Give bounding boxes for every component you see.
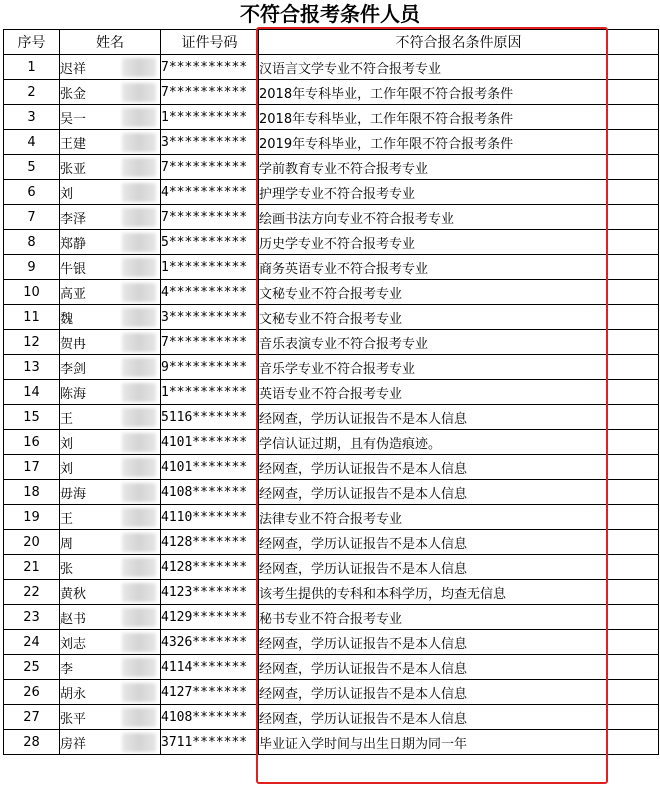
cell-name <box>60 180 161 205</box>
cell-id <box>161 205 259 230</box>
ineligible-candidates-table <box>3 29 659 755</box>
redaction-blur <box>122 658 156 677</box>
redaction-blur <box>122 233 156 252</box>
cell-id-text: 4128******* <box>161 534 248 550</box>
cell-seq-text: 7 <box>27 209 36 225</box>
cell-id-text: 5********** <box>161 234 248 250</box>
cell-reason <box>259 505 659 530</box>
cell-name <box>60 730 161 755</box>
cell-seq-text: 11 <box>23 309 40 325</box>
cell-seq <box>4 330 60 355</box>
cell-id-text: 9********** <box>161 359 248 375</box>
cell-name-text: 黄秋 <box>60 586 87 602</box>
cell-reason <box>259 430 659 455</box>
cell-reason <box>259 80 659 105</box>
cell-name <box>60 280 161 305</box>
redaction-blur <box>122 558 156 577</box>
cell-seq-text: 27 <box>23 709 40 725</box>
cell-name <box>60 630 161 655</box>
cell-name-text: 牛银 <box>60 261 87 277</box>
cell-id <box>161 180 259 205</box>
cell-name-text: 胡永 <box>60 686 87 702</box>
sheet-title: 不符合报考条件人员 <box>240 2 420 26</box>
table-row <box>4 255 659 280</box>
cell-seq-text: 22 <box>23 584 40 600</box>
cell-seq-text: 16 <box>23 434 40 450</box>
cell-id <box>161 480 259 505</box>
table-row <box>4 305 659 330</box>
cell-name <box>60 555 161 580</box>
header-name: 姓名 <box>60 30 161 55</box>
table-row <box>4 480 659 505</box>
cell-seq-text: 17 <box>23 459 40 475</box>
cell-name-text: 刘 <box>60 461 74 477</box>
cell-seq-text: 19 <box>23 509 40 525</box>
redaction-blur <box>122 433 156 452</box>
cell-reason-text: 2018年专科毕业，工作年限不符合报考条件 <box>259 86 514 102</box>
cell-name <box>60 355 161 380</box>
cell-id-text: 4128******* <box>161 559 248 575</box>
cell-name <box>60 130 161 155</box>
redaction-blur <box>122 633 156 652</box>
redaction-blur <box>122 733 156 752</box>
cell-seq-text: 26 <box>23 684 40 700</box>
cell-name-text: 高亚 <box>60 286 87 302</box>
cell-name <box>60 305 161 330</box>
cell-name-text: 房祥 <box>60 736 87 752</box>
cell-seq-text: 23 <box>23 609 40 625</box>
table-row <box>4 230 659 255</box>
cell-seq-text: 24 <box>23 634 40 650</box>
cell-seq-text: 14 <box>23 384 40 400</box>
redaction-blur <box>122 358 156 377</box>
redaction-blur <box>122 383 156 402</box>
table-row <box>4 580 659 605</box>
cell-id <box>161 280 259 305</box>
redaction-blur <box>122 458 156 477</box>
cell-seq <box>4 230 60 255</box>
cell-seq-text: 4 <box>27 134 36 150</box>
cell-reason-text: 音乐表演专业不符合报考专业 <box>259 336 429 352</box>
cell-name-text: 张金 <box>60 86 87 102</box>
cell-name <box>60 330 161 355</box>
cell-id-text: 7********** <box>161 209 248 225</box>
cell-reason-text: 音乐学专业不符合报考专业 <box>259 361 416 377</box>
cell-name-text: 魏 <box>60 311 74 327</box>
cell-id-text: 4114******* <box>161 659 248 675</box>
cell-id <box>161 530 259 555</box>
redaction-blur <box>122 83 156 102</box>
cell-reason-text: 文秘专业不符合报考专业 <box>259 311 403 327</box>
cell-id <box>161 455 259 480</box>
cell-name <box>60 255 161 280</box>
cell-seq <box>4 355 60 380</box>
table-row <box>4 405 659 430</box>
cell-reason <box>259 155 659 180</box>
cell-name-text: 陈海 <box>60 386 87 402</box>
header-row <box>4 30 659 55</box>
table-row <box>4 55 659 80</box>
table-row <box>4 380 659 405</box>
cell-id-text: 4101******* <box>161 459 248 475</box>
table-row <box>4 730 659 755</box>
redaction-blur <box>122 483 156 502</box>
header-seq: 序号 <box>4 30 60 55</box>
cell-seq <box>4 555 60 580</box>
cell-seq-text: 15 <box>23 409 40 425</box>
cell-seq <box>4 380 60 405</box>
cell-reason <box>259 55 659 80</box>
table-row <box>4 80 659 105</box>
cell-seq <box>4 630 60 655</box>
cell-seq <box>4 705 60 730</box>
cell-seq <box>4 455 60 480</box>
cell-name <box>60 480 161 505</box>
table-row <box>4 280 659 305</box>
redaction-blur <box>122 158 156 177</box>
table-row <box>4 130 659 155</box>
cell-id-text: 4108******* <box>161 484 248 500</box>
cell-reason-text: 绘画书法方向专业不符合报考专业 <box>259 211 455 227</box>
cell-reason <box>259 230 659 255</box>
cell-id <box>161 605 259 630</box>
cell-name <box>60 380 161 405</box>
cell-seq <box>4 680 60 705</box>
cell-reason-text: 学信认证过期，且有伪造痕迹。 <box>259 436 442 452</box>
cell-id <box>161 130 259 155</box>
cell-reason <box>259 555 659 580</box>
redaction-blur <box>122 508 156 527</box>
cell-seq <box>4 305 60 330</box>
redaction-blur <box>122 683 156 702</box>
cell-id-text: 1********** <box>161 259 248 275</box>
cell-seq <box>4 730 60 755</box>
cell-seq <box>4 130 60 155</box>
cell-name-text: 李剑 <box>60 361 87 377</box>
cell-name-text: 王建 <box>60 136 87 152</box>
cell-id-text: 7********** <box>161 59 248 75</box>
cell-reason-text: 历史学专业不符合报考专业 <box>259 236 416 252</box>
redaction-blur <box>122 283 156 302</box>
redaction-blur <box>122 58 156 77</box>
table-row <box>4 680 659 705</box>
redaction-blur <box>122 708 156 727</box>
cell-id-text: 4127******* <box>161 684 248 700</box>
cell-id <box>161 555 259 580</box>
cell-reason-text: 经网查，学历认证报告不是本人信息 <box>259 636 468 652</box>
cell-seq <box>4 580 60 605</box>
redaction-blur <box>122 133 156 152</box>
cell-seq-text: 10 <box>23 284 40 300</box>
table-row <box>4 205 659 230</box>
redaction-blur <box>122 108 156 127</box>
cell-reason-text: 经网查，学历认证报告不是本人信息 <box>259 411 468 427</box>
cell-id <box>161 105 259 130</box>
cell-seq-text: 21 <box>23 559 40 575</box>
table-row <box>4 155 659 180</box>
header-id: 证件号码 <box>161 30 259 55</box>
cell-reason <box>259 280 659 305</box>
cell-id <box>161 380 259 405</box>
cell-name-text: 周 <box>60 536 74 552</box>
cell-id <box>161 430 259 455</box>
cell-reason <box>259 455 659 480</box>
table-row <box>4 330 659 355</box>
cell-seq <box>4 505 60 530</box>
cell-seq-text: 28 <box>23 734 40 750</box>
cell-seq <box>4 55 60 80</box>
cell-seq <box>4 155 60 180</box>
cell-seq <box>4 530 60 555</box>
redaction-blur <box>122 208 156 227</box>
cell-name-text: 吴一 <box>60 111 87 127</box>
cell-name <box>60 155 161 180</box>
cell-name <box>60 580 161 605</box>
cell-reason-text: 经网查，学历认证报告不是本人信息 <box>259 561 468 577</box>
cell-id-text: 4********** <box>161 184 248 200</box>
cell-name <box>60 505 161 530</box>
cell-id <box>161 255 259 280</box>
cell-reason-text: 2018年专科毕业，工作年限不符合报考条件 <box>259 111 514 127</box>
cell-seq <box>4 655 60 680</box>
cell-id <box>161 405 259 430</box>
cell-reason <box>259 380 659 405</box>
cell-reason <box>259 530 659 555</box>
table-row <box>4 455 659 480</box>
table-row <box>4 555 659 580</box>
cell-id-text: 3711******* <box>161 734 248 750</box>
cell-reason-text: 学前教育专业不符合报考专业 <box>259 161 429 177</box>
cell-name-text: 贺冉 <box>60 336 87 352</box>
cell-name-text: 张平 <box>60 711 87 727</box>
table-row <box>4 705 659 730</box>
cell-seq-text: 9 <box>27 259 36 275</box>
cell-reason-text: 汉语言文学专业不符合报考专业 <box>259 61 442 77</box>
cell-seq <box>4 80 60 105</box>
cell-name-text: 张亚 <box>60 161 87 177</box>
cell-seq-text: 2 <box>27 84 36 100</box>
cell-id-text: 3********** <box>161 134 248 150</box>
cell-reason-text: 经网查，学历认证报告不是本人信息 <box>259 536 468 552</box>
cell-reason <box>259 630 659 655</box>
cell-seq <box>4 480 60 505</box>
cell-name <box>60 455 161 480</box>
cell-name-text: 郑静 <box>60 236 87 252</box>
redaction-blur <box>122 258 156 277</box>
cell-reason-text: 经网查，学历认证报告不是本人信息 <box>259 461 468 477</box>
cell-id <box>161 355 259 380</box>
table-row <box>4 505 659 530</box>
cell-id <box>161 580 259 605</box>
cell-name <box>60 105 161 130</box>
table-row <box>4 180 659 205</box>
cell-name <box>60 655 161 680</box>
cell-name-text: 刘 <box>60 186 74 202</box>
cell-reason-text: 商务英语专业不符合报考专业 <box>259 261 429 277</box>
cell-id <box>161 505 259 530</box>
cell-id-text: 7********** <box>161 84 248 100</box>
cell-reason <box>259 730 659 755</box>
cell-reason <box>259 480 659 505</box>
cell-seq-text: 18 <box>23 484 40 500</box>
cell-reason-text: 该考生提供的专科和本科学历，均查无信息 <box>259 586 507 602</box>
table-row <box>4 630 659 655</box>
cell-seq-text: 8 <box>27 234 36 250</box>
cell-name-text: 李泽 <box>60 211 87 227</box>
table-row <box>4 430 659 455</box>
cell-id-text: 4129******* <box>161 609 248 625</box>
cell-id <box>161 330 259 355</box>
cell-reason <box>259 605 659 630</box>
cell-id <box>161 705 259 730</box>
cell-reason-text: 文秘专业不符合报考专业 <box>259 286 403 302</box>
cell-seq <box>4 205 60 230</box>
cell-id-text: 4326******* <box>161 634 248 650</box>
cell-reason <box>259 205 659 230</box>
cell-reason <box>259 405 659 430</box>
cell-seq <box>4 430 60 455</box>
cell-name-text: 刘 <box>60 436 74 452</box>
cell-id <box>161 55 259 80</box>
cell-seq <box>4 605 60 630</box>
cell-id <box>161 305 259 330</box>
cell-id-text: 7********** <box>161 334 248 350</box>
cell-reason-text: 护理学专业不符合报考专业 <box>259 186 416 202</box>
cell-name <box>60 605 161 630</box>
cell-seq-text: 1 <box>27 59 36 75</box>
cell-id-text: 4101******* <box>161 434 248 450</box>
redaction-blur <box>122 183 156 202</box>
cell-seq-text: 25 <box>23 659 40 675</box>
redaction-blur <box>122 308 156 327</box>
cell-reason <box>259 305 659 330</box>
cell-seq-text: 3 <box>27 109 36 125</box>
cell-id-text: 5116******* <box>161 409 248 425</box>
cell-seq <box>4 180 60 205</box>
cell-reason <box>259 680 659 705</box>
cell-id-text: 3********** <box>161 309 248 325</box>
cell-reason-text: 法律专业不符合报考专业 <box>259 511 403 527</box>
cell-name <box>60 530 161 555</box>
table-row <box>4 105 659 130</box>
cell-reason-text: 经网查，学历认证报告不是本人信息 <box>259 686 468 702</box>
cell-id <box>161 230 259 255</box>
cell-seq <box>4 255 60 280</box>
cell-name <box>60 705 161 730</box>
cell-reason-text: 经网查，学历认证报告不是本人信息 <box>259 486 468 502</box>
table-row <box>4 530 659 555</box>
redaction-blur <box>122 608 156 627</box>
cell-name-text: 迟祥 <box>60 61 87 77</box>
cell-name <box>60 230 161 255</box>
cell-reason <box>259 180 659 205</box>
cell-name-text: 刘志 <box>60 636 87 652</box>
cell-name <box>60 430 161 455</box>
cell-reason <box>259 705 659 730</box>
cell-seq-text: 13 <box>23 359 40 375</box>
table-row <box>4 355 659 380</box>
cell-name <box>60 80 161 105</box>
redaction-blur <box>122 408 156 427</box>
cell-id <box>161 655 259 680</box>
cell-name-text: 王 <box>60 511 74 527</box>
redaction-blur <box>122 333 156 352</box>
cell-name <box>60 205 161 230</box>
cell-id <box>161 630 259 655</box>
cell-reason-text: 经网查，学历认证报告不是本人信息 <box>259 711 468 727</box>
cell-id-text: 4108******* <box>161 709 248 725</box>
cell-reason <box>259 655 659 680</box>
cell-id <box>161 155 259 180</box>
cell-reason-text: 经网查，学历认证报告不是本人信息 <box>259 661 468 677</box>
header-reason: 不符合报名条件原因 <box>259 30 659 55</box>
cell-seq-text: 5 <box>27 159 36 175</box>
redaction-blur <box>122 583 156 602</box>
cell-seq <box>4 405 60 430</box>
cell-id-text: 4********** <box>161 284 248 300</box>
cell-reason-text: 英语专业不符合报考专业 <box>259 386 403 402</box>
cell-seq <box>4 280 60 305</box>
cell-name-text: 李 <box>60 661 74 677</box>
cell-name-text: 王 <box>60 411 74 427</box>
cell-id-text: 4110******* <box>161 509 248 525</box>
cell-name-text: 毋海 <box>60 486 87 502</box>
cell-seq-text: 20 <box>23 534 40 550</box>
cell-reason <box>259 355 659 380</box>
cell-reason-text: 秘书专业不符合报考专业 <box>259 611 403 627</box>
cell-id-text: 1********** <box>161 384 248 400</box>
redaction-blur <box>122 533 156 552</box>
cell-reason <box>259 580 659 605</box>
cell-name <box>60 55 161 80</box>
cell-reason <box>259 330 659 355</box>
cell-seq <box>4 105 60 130</box>
cell-seq-text: 6 <box>27 184 36 200</box>
cell-id-text: 7********** <box>161 159 248 175</box>
cell-id-text: 1********** <box>161 109 248 125</box>
cell-id-text: 4123******* <box>161 584 248 600</box>
cell-seq-text: 12 <box>23 334 40 350</box>
cell-name-text: 赵书 <box>60 611 87 627</box>
table-row <box>4 605 659 630</box>
cell-name-text: 张 <box>60 561 74 577</box>
cell-reason-text: 毕业证入学时间与出生日期为同一年 <box>259 736 468 752</box>
table-row <box>4 655 659 680</box>
cell-name <box>60 680 161 705</box>
cell-id <box>161 80 259 105</box>
cell-reason <box>259 130 659 155</box>
cell-reason <box>259 105 659 130</box>
cell-name <box>60 405 161 430</box>
cell-id <box>161 730 259 755</box>
cell-reason-text: 2019年专科毕业，工作年限不符合报考条件 <box>259 136 514 152</box>
cell-reason <box>259 255 659 280</box>
cell-id <box>161 680 259 705</box>
